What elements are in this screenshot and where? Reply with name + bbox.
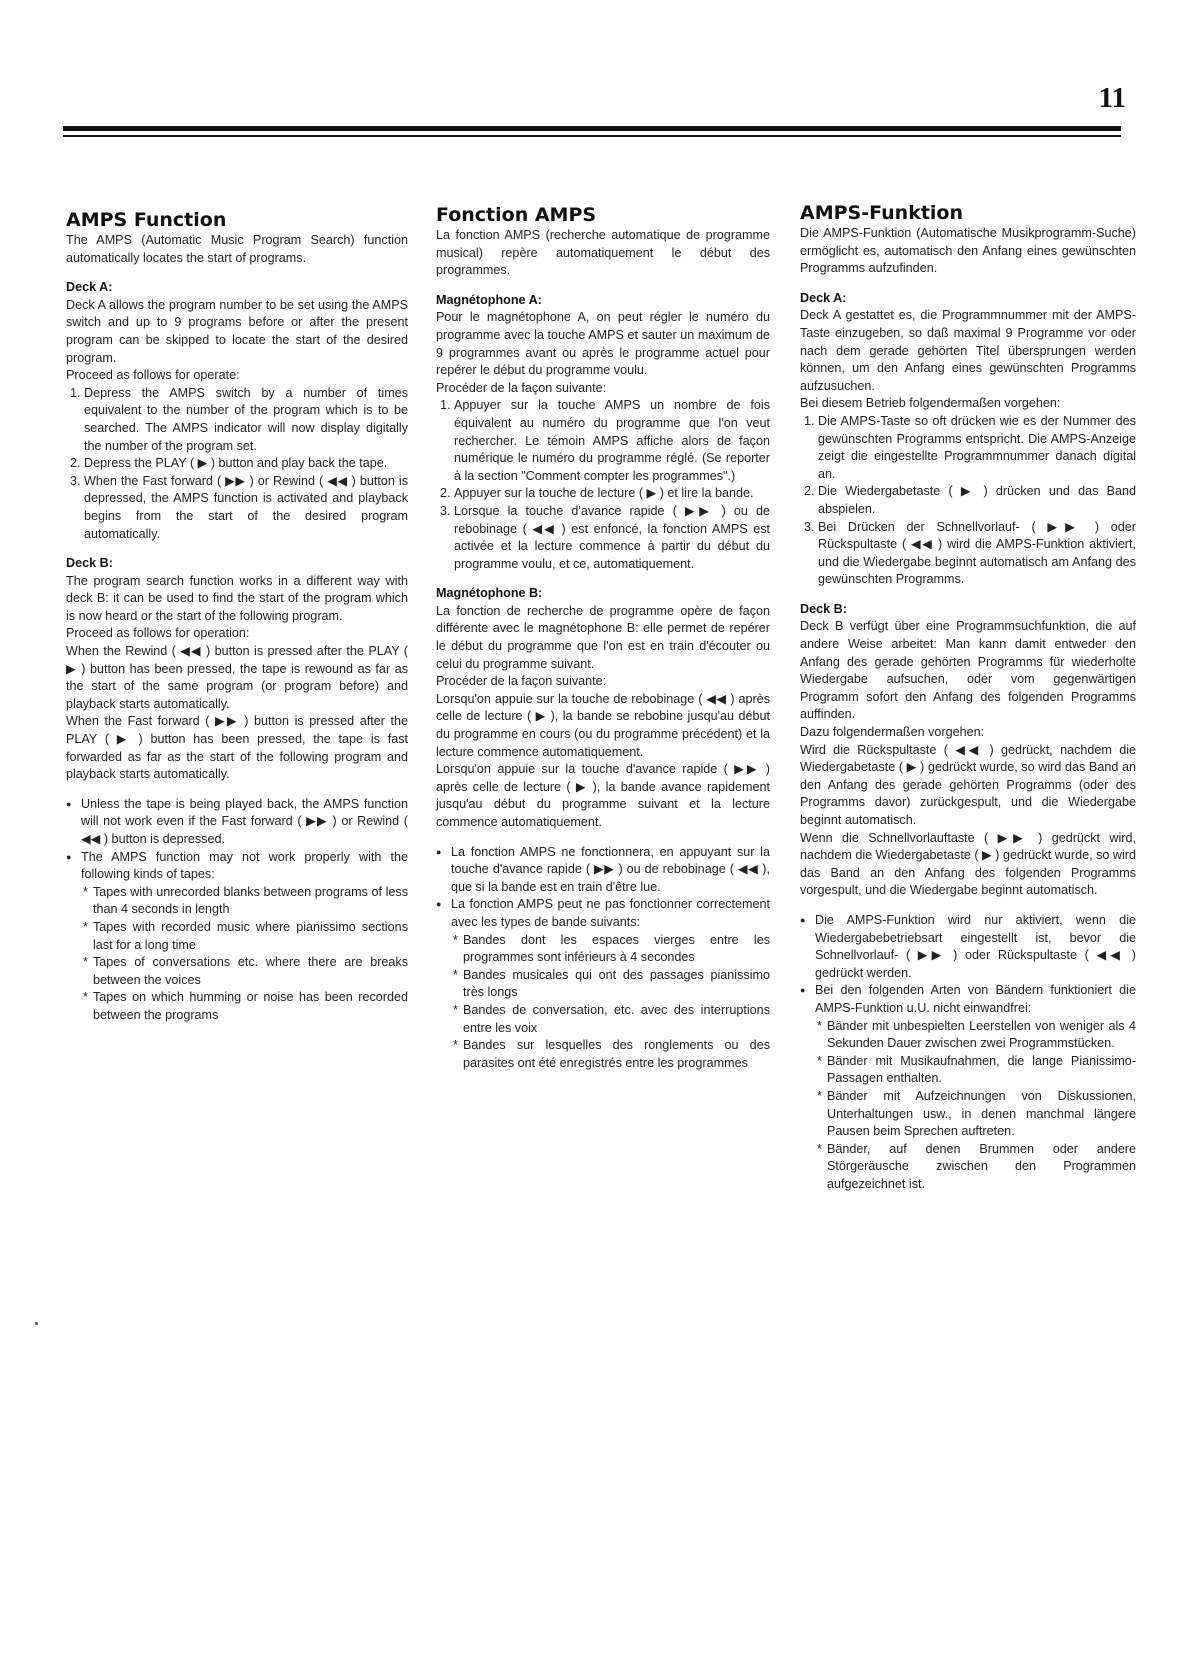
intro-text: La fonction AMPS (recherche automatique de programme musical) repère automatiquement le début des programmes. — [436, 228, 770, 278]
column-french — [436, 204, 770, 1072]
deck-a-steps — [66, 385, 408, 543]
note-item: ● Die AMPS-Funktion wird nur aktiviert, wenn die Wiedergabebetriebsart eingestellt ist, bevor die Schnellvorlauf- ( ▶▶ ) oder Rückspultaste ( ◀◀ ) gedrückt werden. — [815, 912, 1136, 982]
tape-type-item: * Bänder mit Musikaufnahmen, die lange Pianissimo-Passagen enthalten. — [827, 1053, 1136, 1088]
step-item: 2. Appuyer sur la touche de lecture ( ▶ ) et lire la bande. — [454, 485, 770, 503]
deck-a-text: Deck A allows the program number to be set using the AMPS switch and up to 9 programs before or after the present program can be skipped to locate the start of the desired program. — [66, 297, 408, 365]
notes-list — [66, 796, 408, 1025]
deck-b-forward-text: Lorsqu'on appuie sur la touche d'avance rapide ( ▶▶ ) après celle de lecture ( ▶ ), la bande avance rapidement jusqu'au début du programme suivant et la lecture commence automatiquement. — [436, 762, 770, 829]
step-item: 2. Depress the PLAY ( ▶ ) button and play back the tape. — [84, 455, 408, 473]
tape-type-item: * Tapes on which humming or noise has been recorded between the programs — [93, 989, 408, 1024]
deck-a-text: Pour le magnétophone A, on peut régler le numéro du programme avec la touche AMPS et sauter un maximum de 9 programmes avant ou après le programme actuel pour repérer le début du programme voulu. — [436, 310, 770, 378]
tape-type-item: * Bandes sur lesquelles des ronglements ou des parasites ont été enregistrés entre les programmes — [463, 1037, 770, 1072]
deck-b-forward-text: Wenn die Schnellvorlauftaste ( ▶▶ ) gedrückt wird, nachdem die Wiedergabetaste ( ▶ ) gedrückt wurde, so wird das Band an den Anfang des folgenden Programms vorgespult, und die Wiedergabe beginnt automatisch. — [800, 830, 1136, 898]
step-item: 2. Die Wiedergabetaste ( ▶ ) drücken und das Band abspielen. — [818, 483, 1136, 518]
column-german — [800, 202, 1136, 1193]
step-item: 3. Lorsque la touche d'avance rapide ( ▶▶ ) ou de rebobinage ( ◀◀ ) est enfoncé, la fonction AMPS est activée et la lecture commence à partir du début du programme voulu, et ce, automatiquement. — [454, 503, 770, 573]
deck-a-text: Deck A gestattet es, die Programmnummer mit der AMPS-Taste einzugeben, so daß maximal 9 Programme vor oder nach dem gerade gehörten Titel übersprungen werden können, um den Anfang eines gewünschten Programms aufzusuchen. — [800, 308, 1136, 393]
deck-a-steps — [800, 413, 1136, 589]
tape-type-item: * Tapes of conversations etc. where there are breaks between the voices — [93, 954, 408, 989]
deck-b-text: The program search function works in a different way with deck B: it can be used to find the start of the program which is now heard or the start of the following program. — [66, 573, 408, 623]
deck-b-rewind-text: Lorsqu'on appuie sur la touche de rebobinage ( ◀◀ ) après celle de lecture ( ▶ ), la bande se rebobine jusqu'au début du programme en cours (ou du programme précédent) et la lecture commence automatiquement. — [436, 691, 770, 759]
step-item: 3. Bei Drücken der Schnellvorlauf- ( ▶▶ ) oder Rückspultaste ( ◀◀ ) wird die AMPS-Funktion aktiviert, und die Wiedergabe beginnt automatisch am Anfang des gewünschten Programms. — [818, 519, 1136, 589]
tape-type-item: * Tapes with unrecorded blanks between programs of less than 4 seconds in length — [93, 884, 408, 919]
tape-types-list — [815, 1018, 1136, 1194]
tape-type-item: * Bandes dont les espaces vierges entre les programmes sont inférieurs à 4 secondes — [463, 932, 770, 967]
header-rule-thick — [63, 126, 1121, 131]
note-text: Bei den folgenden Arten von Bändern funktioniert die AMPS-Funktion u.U. nicht einwandfrei: — [815, 983, 1136, 1015]
note-text: La fonction AMPS peut ne pas fonctionner correctement avec les types de bande suivants: — [451, 897, 770, 929]
note-item: ● La fonction AMPS ne fonctionnera, en appuyant sur la touche d'avance rapide ( ▶▶ ) ou de rebobinage ( ◀◀ ), que si la bande est en train d'être lue. — [451, 844, 770, 897]
tape-type-item: * Bänder mit Aufzeichnungen von Diskussionen, Unterhaltungen usw., in denen manchmal längere Pausen beim Sprechen auftreten. — [827, 1088, 1136, 1141]
note-item — [451, 896, 770, 1072]
deck-a-steps — [436, 397, 770, 573]
page-number: 11 — [1098, 82, 1126, 114]
tape-type-item: * Bänder, auf denen Brummen oder andere Störgeräusche zwischen den Programmen aufgezeichnet ist. — [827, 1141, 1136, 1194]
step-item: 1. Appuyer sur la touche AMPS un nombre de fois équivalent au numéro du programme que l'on veut rechercher. Le témoin AMPS affiche alors de façon numérique le numéro du programme réglé. (Se reporter à la section "Comment compter les programmes".) — [454, 397, 770, 485]
note-item: ● Unless the tape is being played back, the AMPS function will not work even if the Fast forward ( ▶▶ ) or Rewind ( ◀◀ ) button is depressed. — [81, 796, 408, 849]
tape-type-item: * Bandes de conversation, etc. avec des interruptions entre les voix — [463, 1002, 770, 1037]
intro-text: Die AMPS-Funktion (Automatische Musikprogramm-Suche) ermöglicht es, automatisch den Anfang eines gewünschten Programms aufzufinden. — [800, 226, 1136, 276]
column-english — [66, 209, 408, 1025]
deck-b-text: Deck B verfügt über eine Programmsuchfunktion, die auf andere Weise arbeitet: Man kann damit entweder den Anfang des gerade gehörten Programms für wiederholte Wiedergabe aufsuchen, oder vom gegenwärtigen Programm sofort den Anfang des folgenden Programms auffinden. — [800, 619, 1136, 722]
deck-b-rewind-text: Wird die Rückspultaste ( ◀◀ ) gedrückt, nachdem die Wiedergabetaste ( ▶ ) gedrückt wurde, so wird das Band an den Anfang des gerade gehörten Programms (oder des Programms davor) zurückgespult, und die Wiedergabe beginnt automatisch. — [800, 742, 1136, 827]
notes-list — [800, 912, 1136, 1194]
deck-b-proceed: Dazu folgendermaßen vorgehen: — [800, 725, 985, 740]
scan-speck — [35, 1322, 38, 1325]
deck-a-heading: Magnétophone A: — [436, 292, 542, 307]
notes-list — [436, 844, 770, 1073]
tape-type-item: * Bänder mit unbespielten Leerstellen von weniger als 4 Sekunden Dauer zwischen zwei Programmstücken. — [827, 1018, 1136, 1053]
step-item: 1. Depress the AMPS switch by a number of times equivalent to the number of the program which is to be searched. The AMPS indicator will now display digitally the number of the program set. — [84, 385, 408, 455]
note-text: The AMPS function may not work properly with the following kinds of tapes: — [81, 849, 408, 882]
deck-a-proceed: Bei diesem Betrieb folgendermaßen vorgehen: — [800, 396, 1061, 411]
section-title: AMPS-Funktion — [800, 202, 964, 224]
deck-a-heading: Deck A: — [66, 280, 113, 295]
step-item: 3. When the Fast forward ( ▶▶ ) or Rewind ( ◀◀ ) button is depressed, the AMPS function is activated and playback begins from the start of the desired program automatically. — [84, 473, 408, 543]
tape-types-list — [81, 884, 408, 1025]
deck-a-heading: Deck A: — [800, 290, 847, 305]
tape-types-list — [451, 932, 770, 1073]
note-item — [815, 982, 1136, 1193]
intro-text: The AMPS (Automatic Music Program Search) function automatically locates the start of programs. — [66, 233, 408, 265]
deck-a-proceed: Procéder de la façon suivante: — [436, 380, 607, 395]
deck-b-forward-text: When the Fast forward ( ▶▶ ) button is pressed after the PLAY ( ▶ ) button has been pressed, the tape is fast forwarded as far as the start of the following program and playback starts automatically. — [66, 714, 408, 782]
deck-a-proceed: Proceed as follows for operate: — [66, 368, 240, 383]
deck-b-text: La fonction de recherche de programme opère de façon différente avec le magnétophone B: elle permet de repérer le début du programme que l'on est en train d'écouter ou celui du programme suivant. — [436, 603, 770, 671]
tape-type-item: * Tapes with recorded music where pianissimo sections last for a long time — [93, 919, 408, 954]
deck-b-heading: Magnétophone B: — [436, 586, 543, 601]
note-item — [81, 849, 408, 1025]
section-title: AMPS Function — [66, 209, 227, 231]
header-rule-thin — [63, 135, 1121, 137]
deck-b-rewind-text: When the Rewind ( ◀◀ ) button is pressed after the PLAY ( ▶ ) button has been pressed, the tape is rewound as far as the start of the same program (or program before) and playback starts automatically. — [66, 644, 408, 711]
deck-b-proceed: Proceed as follows for operation: — [66, 626, 250, 641]
tape-type-item: * Bandes musicales qui ont des passages pianissimo très longs — [463, 967, 770, 1002]
step-item: 1. Die AMPS-Taste so oft drücken wie es der Nummer des gewünschten Programms entspricht. Die AMPS-Anzeige zeigt die eingestellte Programmnummer danach digital an. — [818, 413, 1136, 483]
deck-b-heading: Deck B: — [800, 601, 847, 616]
deck-b-heading: Deck B: — [66, 556, 113, 571]
section-title: Fonction AMPS — [436, 204, 597, 226]
deck-b-proceed: Procéder de la façon suivante: — [436, 674, 607, 689]
